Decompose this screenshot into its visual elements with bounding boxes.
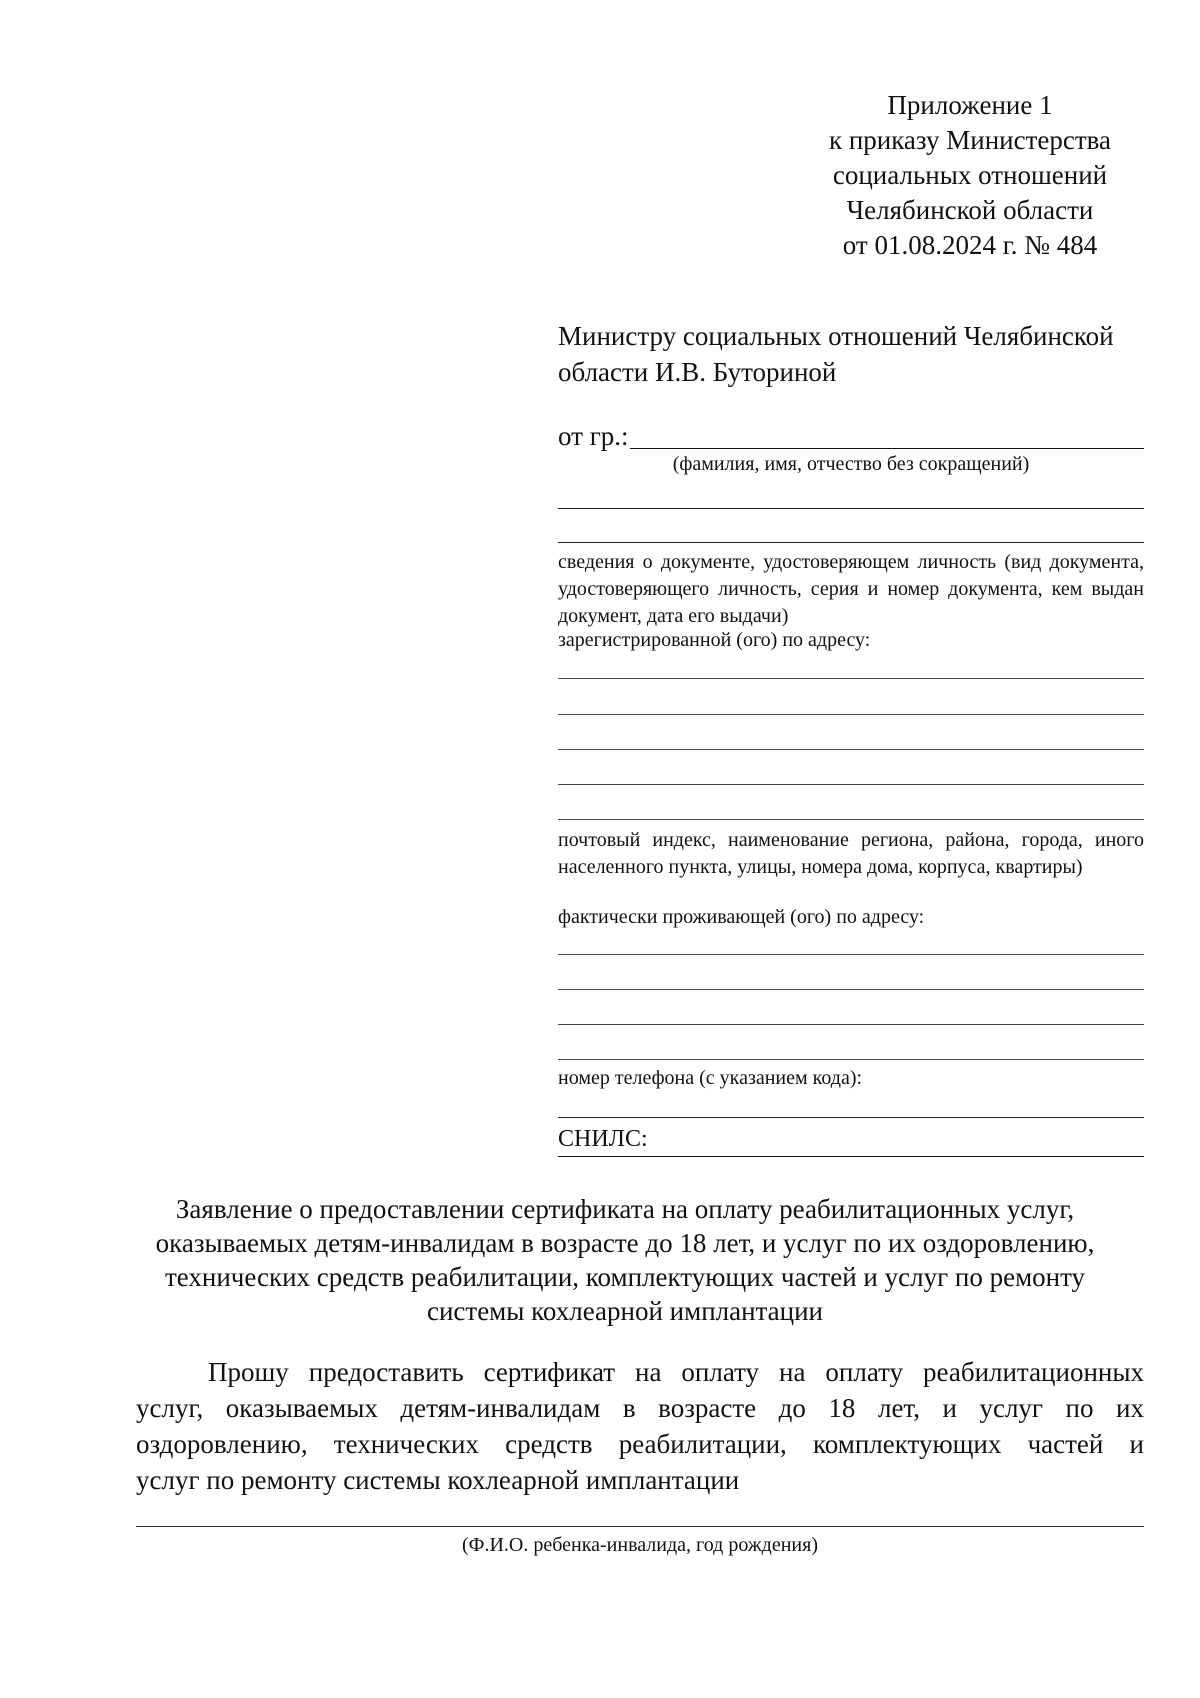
- annex-title: Приложение 1: [887, 90, 1053, 120]
- body-line-2: услуг, оказываемых детям-инвалидам в возрасте до 18 лет, и услуг по их: [136, 1393, 1144, 1423]
- snils-underline[interactable]: [558, 1156, 1144, 1157]
- heading-line-4: системы кохлеарной имплантации: [426, 1296, 824, 1326]
- fio-hint: (фамилия, имя, отчество без сокращений): [672, 453, 1030, 475]
- applicant-name-underline[interactable]: [630, 448, 1144, 449]
- child-name-line[interactable]: [136, 1526, 1144, 1527]
- postal-address-hint: почтовый индекс, наименование региона, района, города, иного населенного пункта, улицы, номера дома, корпуса, квартиры): [558, 829, 1144, 878]
- actual-address-line-1[interactable]: [558, 954, 1144, 955]
- actual-address-label: фактически проживающей (ого) по адресу:: [558, 906, 925, 928]
- heading-line-2: оказываемых детям-инвалидам в возрасте до 18 лет, и услуг по их оздоровлению,: [155, 1228, 1095, 1258]
- addressee-block: [558, 318, 1158, 390]
- actual-address-line-4[interactable]: [558, 1059, 1144, 1060]
- addressee-line-2: области И.В. Буториной: [558, 357, 837, 387]
- heading-line-3: технических средств реабилитации, комплектующих частей и услуг по ремонту: [164, 1262, 1086, 1292]
- snils-field[interactable]: [558, 1126, 1144, 1158]
- annex-region-line: Челябинской области: [846, 195, 1094, 225]
- application-heading: [130, 1192, 1120, 1328]
- identity-document-hint: сведения о документе, удостоверяющем личность (вид документа, удостоверяющего личность, серия и номер документа, кем выдан документ, дата его выдачи): [558, 551, 1144, 627]
- applicant-name-field[interactable]: [558, 418, 1144, 454]
- registered-address-line-1[interactable]: [558, 678, 1144, 679]
- annex-date-number: от 01.08.2024 г. № 484: [842, 230, 1098, 260]
- addressee-line-1: Министру социальных отношений Челябинской: [558, 321, 1114, 351]
- application-body: [136, 1354, 1144, 1498]
- applicant-extra-line[interactable]: [558, 508, 1144, 509]
- heading-line-1: Заявление о предоставлении сертификата на оплату реабилитационных услуг,: [175, 1194, 1075, 1224]
- registered-address-label: зарегистрированной (ого) по адресу:: [558, 629, 871, 651]
- annex-ministry-line: социальных отношений: [832, 160, 1108, 190]
- snils-label: СНИЛС:: [558, 1126, 648, 1152]
- registered-address-line-3[interactable]: [558, 749, 1144, 750]
- phone-line[interactable]: [558, 1117, 1144, 1118]
- annex-order-ref: к приказу Министерства: [828, 125, 1112, 155]
- identity-document-line[interactable]: [558, 542, 1144, 543]
- phone-label: номер телефона (с указанием кода):: [558, 1067, 863, 1089]
- registered-address-line-2[interactable]: [558, 714, 1144, 715]
- actual-address-line-2[interactable]: [558, 989, 1144, 990]
- body-line-4: услуг по ремонту системы кохлеарной имплантации: [136, 1465, 740, 1495]
- body-line-1: Прошу предоставить сертификат на оплату на оплату реабилитационных: [208, 1357, 1144, 1387]
- registered-address-line-5[interactable]: [558, 819, 1144, 820]
- actual-address-line-3[interactable]: [558, 1024, 1144, 1025]
- annex-block: [780, 88, 1160, 263]
- child-name-hint: (Ф.И.О. ребенка-инвалида, год рождения): [462, 1534, 818, 1556]
- from-label: от гр.:: [558, 421, 629, 451]
- body-line-3: оздоровлению, технических средств реабилитации, комплектующих частей и: [136, 1429, 1144, 1459]
- registered-address-line-4[interactable]: [558, 784, 1144, 785]
